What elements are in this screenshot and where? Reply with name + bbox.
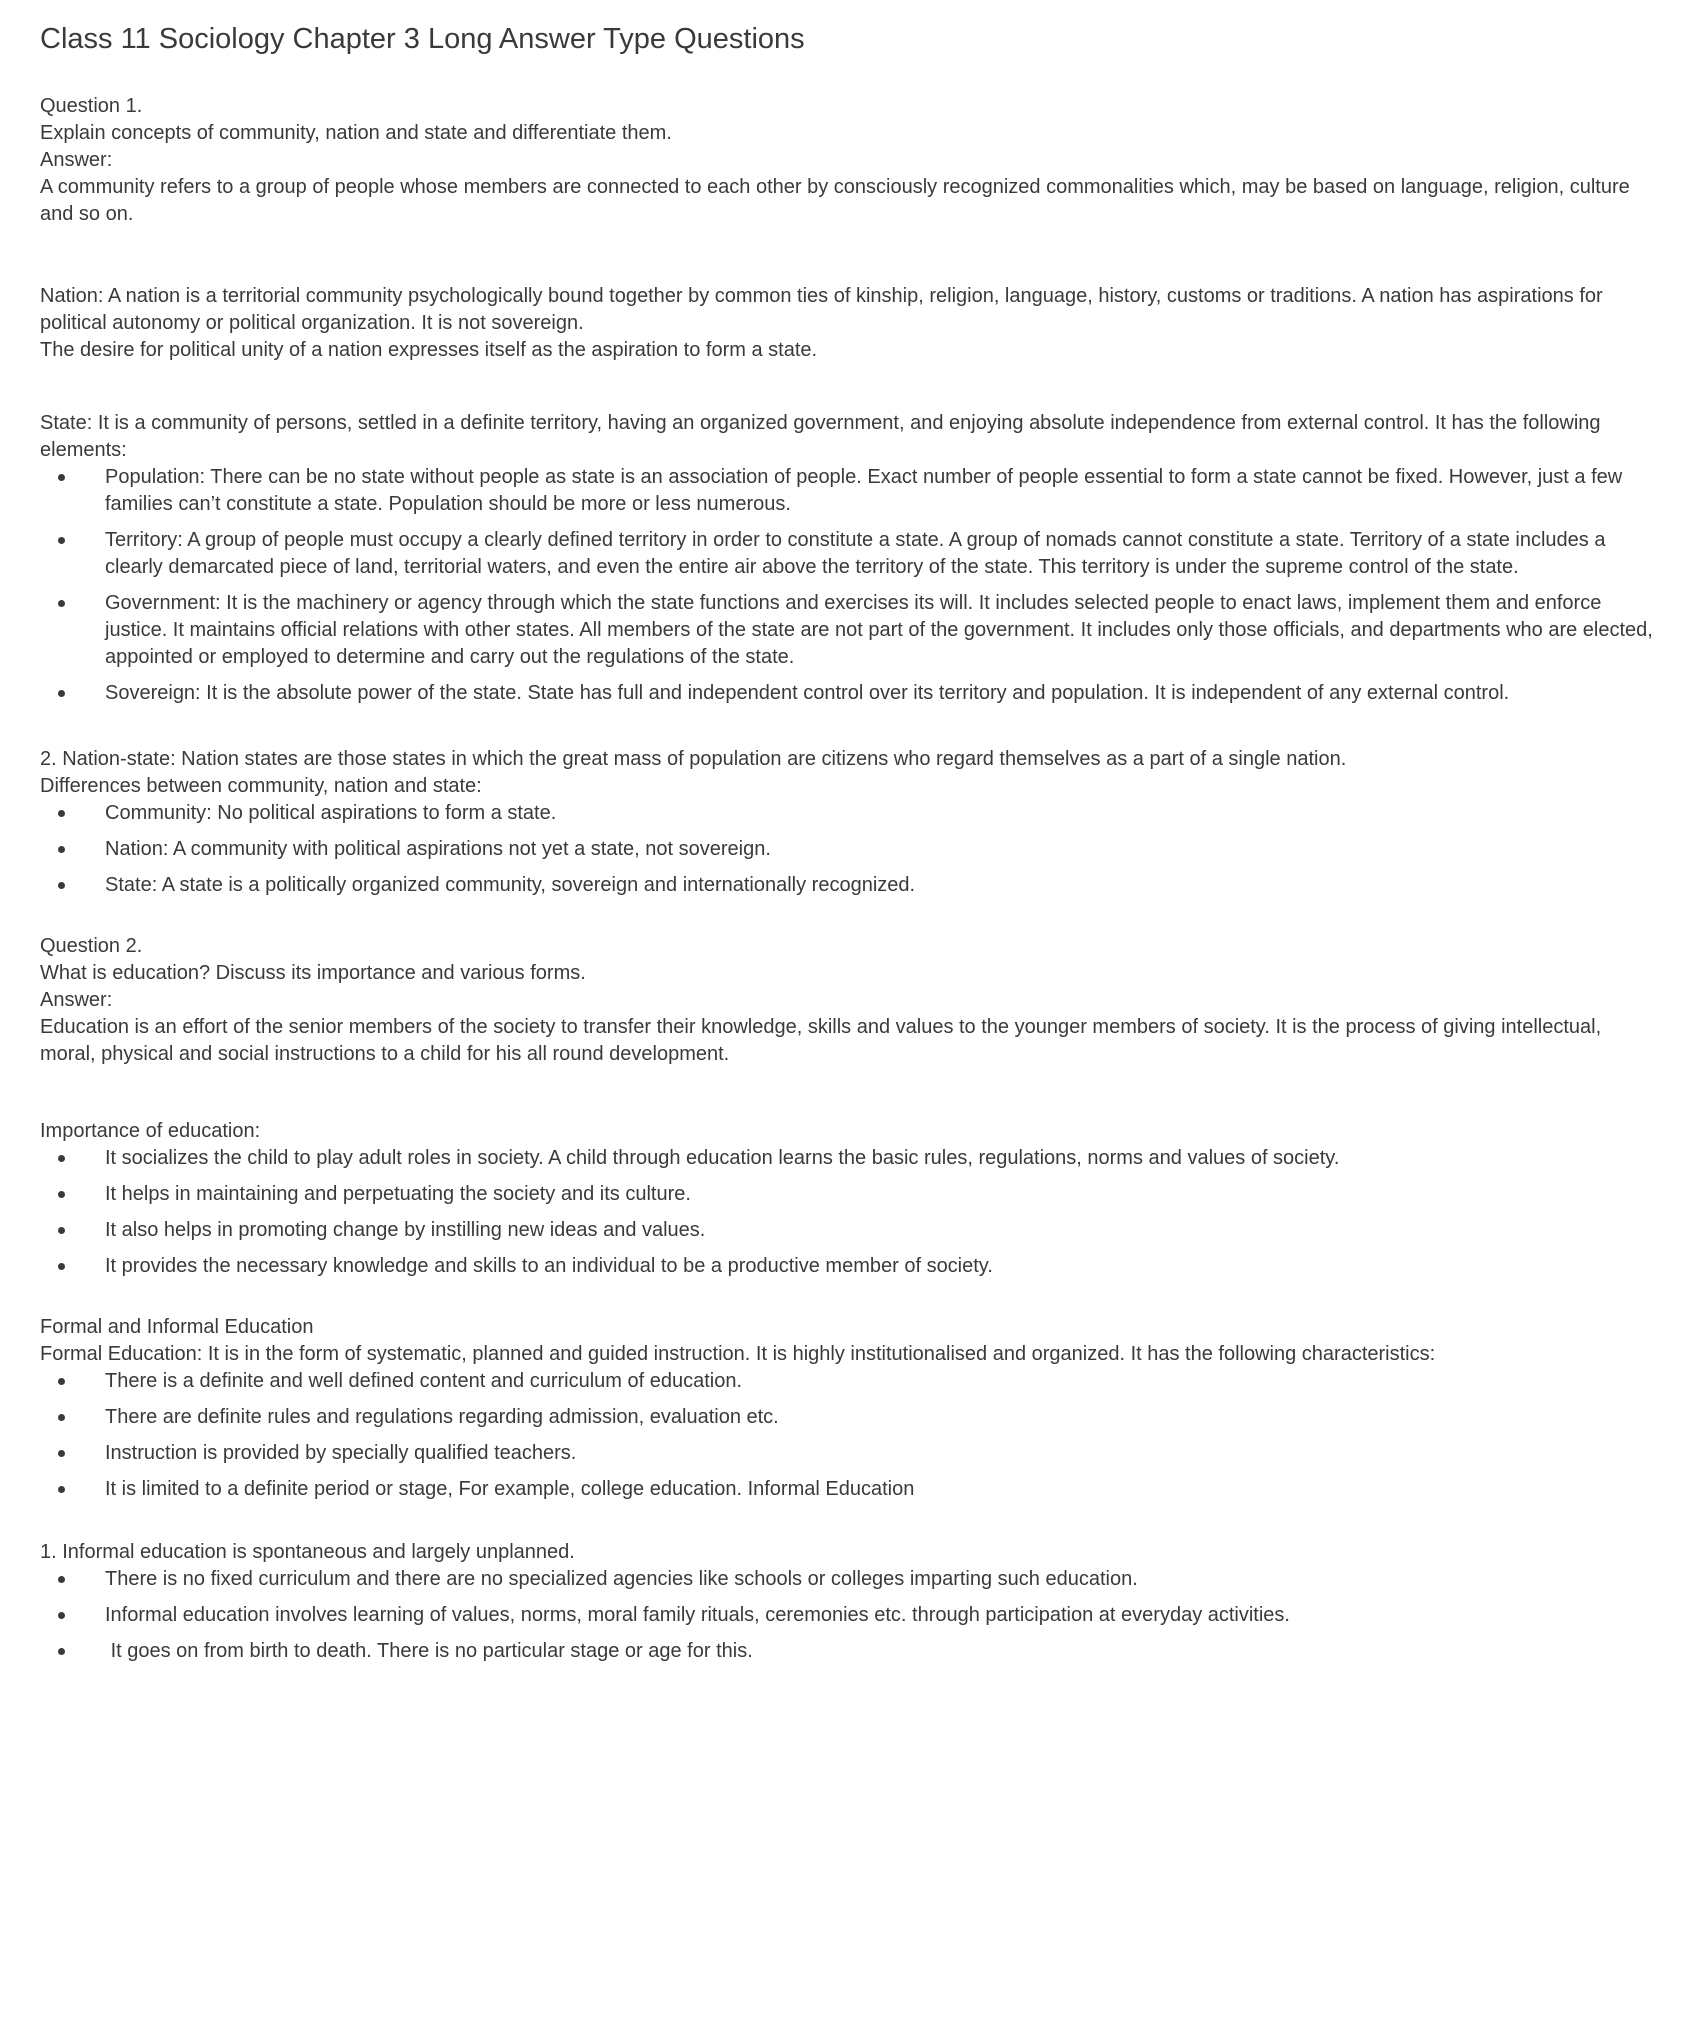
nation-state-paragraph xyxy=(40,746,1660,800)
state-definition: State: It is a community of persons, settled in a definite territory, having an organized government, and enjoying absolute independence from external control. It has the following elements: xyxy=(40,412,1607,461)
nation-definition: Nation: A nation is a territorial community psychologically bound together by common ties of kinship, religion, language, history, customs or traditions. A nation has aspirations for political autonomy or political organization. It is not sovereign. xyxy=(40,285,1609,334)
list-item-territory: Territory: A group of people must occupy a clearly defined territory in order to constitute a state. A group of nomads cannot constitute a state. Territory of a state includes a clearly demarcated piece of land, territorial waters, and even the entire air above the territory of the state. This territory is under the supreme control of the state. xyxy=(40,527,1660,581)
formal-characteristics-list xyxy=(40,1368,1660,1503)
formal-education-intro: Formal Education: It is in the form of systematic, planned and guided instruction. It is highly institutionalised and organized. It has the following characteristics: xyxy=(40,1343,1436,1365)
importance-label: Importance of education: xyxy=(40,1120,261,1142)
list-item-sovereign: Sovereign: It is the absolute power of the state. State has full and independent control over its territory and population. It is independent of any external control. xyxy=(40,680,1660,707)
list-item-promoting-change: It also helps in promoting change by instilling new ideas and values. xyxy=(40,1217,1660,1244)
nation-state-definition: 2. Nation-state: Nation states are those states in which the great mass of population are citizens who regard themselves as a part of a single nation. xyxy=(40,748,1347,770)
list-item-knowledge-skills: It provides the necessary knowledge and skills to an individual to be a productive member of society. xyxy=(40,1253,1660,1280)
informal-education-intro: 1. Informal education is spontaneous and largely unplanned. xyxy=(40,1541,575,1563)
list-item-government: Government: It is the machinery or agency through which the state functions and exercises its will. It includes selected people to enact laws, implement them and enforce justice. It maintains official relations with other states. All members of the state are not part of the government. It includes only those officials, and departments who are elected, appointed or employed to determine and carry out the regulations of the state. xyxy=(40,590,1660,671)
education-intro: Education is an effort of the senior members of the society to transfer their knowledge, skills and values to the younger members of society. It is the process of giving intellectual, moral, physical and social instructions to a child for his all round development. xyxy=(40,1016,1607,1065)
question-2-block xyxy=(40,933,1660,1068)
list-item-nation-difference: Nation: A community with political aspirations not yet a state, not sovereign. xyxy=(40,836,1660,863)
informal-education-paragraph xyxy=(40,1539,1660,1566)
question-1-answer-label: Answer: xyxy=(40,149,113,171)
question-1-block xyxy=(40,93,1660,228)
question-2-label: Question 2. xyxy=(40,935,143,957)
list-item-community-difference: Community: No political aspirations to form a state. xyxy=(40,800,1660,827)
question-2-text: What is education? Discuss its importance and various forms. xyxy=(40,962,586,984)
list-item-state-difference: State: A state is a politically organized community, sovereign and internationally recognized. xyxy=(40,872,1660,899)
list-item-population: Population: There can be no state without people as state is an association of people. Exact number of people essential to form a state cannot be fixed. However, just a few families can’t constitute a state. Population should be more or less numerous. xyxy=(40,464,1660,518)
list-item-birth-to-death: It goes on from birth to death. There is no particular stage or age for this. xyxy=(40,1638,1660,1665)
list-item-curriculum: There is a definite and well defined content and curriculum of education. xyxy=(40,1368,1660,1395)
question-2-answer-label: Answer: xyxy=(40,989,113,1011)
state-elements-list xyxy=(40,464,1660,707)
formal-informal-heading: Formal and Informal Education xyxy=(40,1316,314,1338)
differences-list xyxy=(40,800,1660,899)
question-1-label: Question 1. xyxy=(40,95,143,117)
importance-label-paragraph xyxy=(40,1118,1660,1145)
question-1-text: Explain concepts of community, nation and state and differentiate them. xyxy=(40,122,672,144)
nation-definition-continued: The desire for political unity of a nation expresses itself as the aspiration to form a state. xyxy=(40,339,818,361)
list-item-qualified-teachers: Instruction is provided by specially qualified teachers. xyxy=(40,1440,1660,1467)
nation-paragraph xyxy=(40,283,1660,364)
formal-education-paragraph xyxy=(40,1314,1660,1368)
list-item-socializes: It socializes the child to play adult roles in society. A child through education learns the basic rules, regulations, norms and values of society. xyxy=(40,1145,1660,1172)
list-item-everyday-activities: Informal education involves learning of values, norms, moral family rituals, ceremonies etc. through participation at everyday activities. xyxy=(40,1602,1660,1629)
list-item-definite-period: It is limited to a definite period or stage, For example, college education. Informal Education xyxy=(40,1476,1660,1503)
list-item-maintaining: It helps in maintaining and perpetuating the society and its culture. xyxy=(40,1181,1660,1208)
state-paragraph xyxy=(40,410,1660,464)
importance-list xyxy=(40,1145,1660,1280)
list-item-rules-regulations: There are definite rules and regulations regarding admission, evaluation etc. xyxy=(40,1404,1660,1431)
informal-education-list xyxy=(40,1566,1660,1665)
community-definition: A community refers to a group of people whose members are connected to each other by consciously recognized commonalities which, may be based on language, religion, culture and so on. xyxy=(40,176,1636,225)
page-title: Class 11 Sociology Chapter 3 Long Answer Type Questions xyxy=(40,23,805,55)
differences-label: Differences between community, nation and state: xyxy=(40,775,482,797)
list-item-no-fixed-curriculum: There is no fixed curriculum and there are no specialized agencies like schools or colleges imparting such education. xyxy=(40,1566,1660,1593)
